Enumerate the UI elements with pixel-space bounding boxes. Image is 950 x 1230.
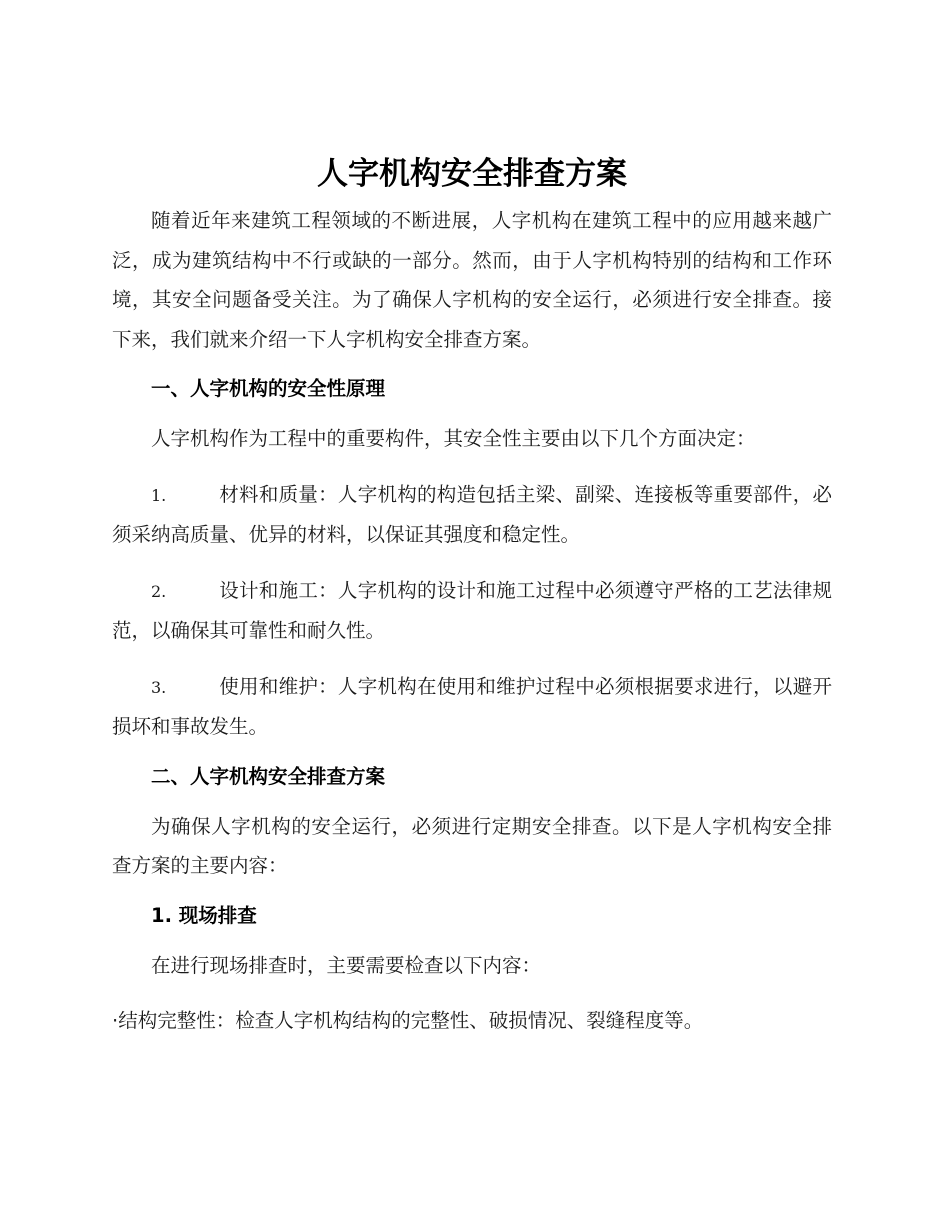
intro-paragraph: 随着近年来建筑工程领域的不断进展，人字机构在建筑工程中的应用越来越广泛，成为建筑结构中不行或缺的一部分。然而，由于人字机构特别的结构和工作环境，其安全问题备受关注。为了确保人字机构的安全运行，必须进行安全排查。接下来，我们就来介绍一下人字机构安全排查方案。 xyxy=(112,209,832,351)
section-heading-plan: 二、人字机构安全排查方案 xyxy=(151,764,386,788)
list-item-number: 1. xyxy=(151,485,167,505)
list-item-number: 3. xyxy=(151,677,167,697)
bullet-item-text: 结构完整性：检查人字机构结构的完整性、破损情况、裂缝程度等。 xyxy=(118,1009,704,1032)
site-inspection-lead-paragraph: 在进行现场排查时，主要需要检查以下内容： xyxy=(151,953,542,977)
section-heading-principles: 一、人字机构的安全性原理 xyxy=(151,377,386,400)
list-item xyxy=(112,475,832,555)
list-item-text: 使用和维护：人字机构在使用和维护过程中必须根据要求进行，以避开损坏和事故发生。 xyxy=(112,674,832,738)
subsection-heading-site-inspection: 1. 现场排查 xyxy=(151,903,257,927)
list-item-text: 材料和质量：人字机构的构造包括主梁、副梁、连接板等重要部件，必须采纳高质量、优异的材料，以保证其强度和稳定性。 xyxy=(112,482,832,546)
bullet-item xyxy=(112,1001,832,1041)
list-item-number: 2. xyxy=(151,581,167,601)
principles-lead-paragraph: 人字机构作为工程中的重要构件，其安全性主要由以下几个方面决定： xyxy=(151,427,756,450)
list-item xyxy=(112,667,832,747)
document-body xyxy=(112,150,832,1041)
list-item xyxy=(112,571,832,651)
document-title: 人字机构安全排查方案 xyxy=(317,156,627,192)
plan-lead-paragraph: 为确保人字机构的安全运行，必须进行定期安全排查。以下是人字机构安全排查方案的主要内容： xyxy=(112,814,832,877)
list-item-text: 设计和施工：人字机构的设计和施工过程中必须遵守严格的工艺法律规范，以确保其可靠性和耐久性。 xyxy=(112,578,832,642)
bullet-icon: · xyxy=(112,1009,119,1032)
